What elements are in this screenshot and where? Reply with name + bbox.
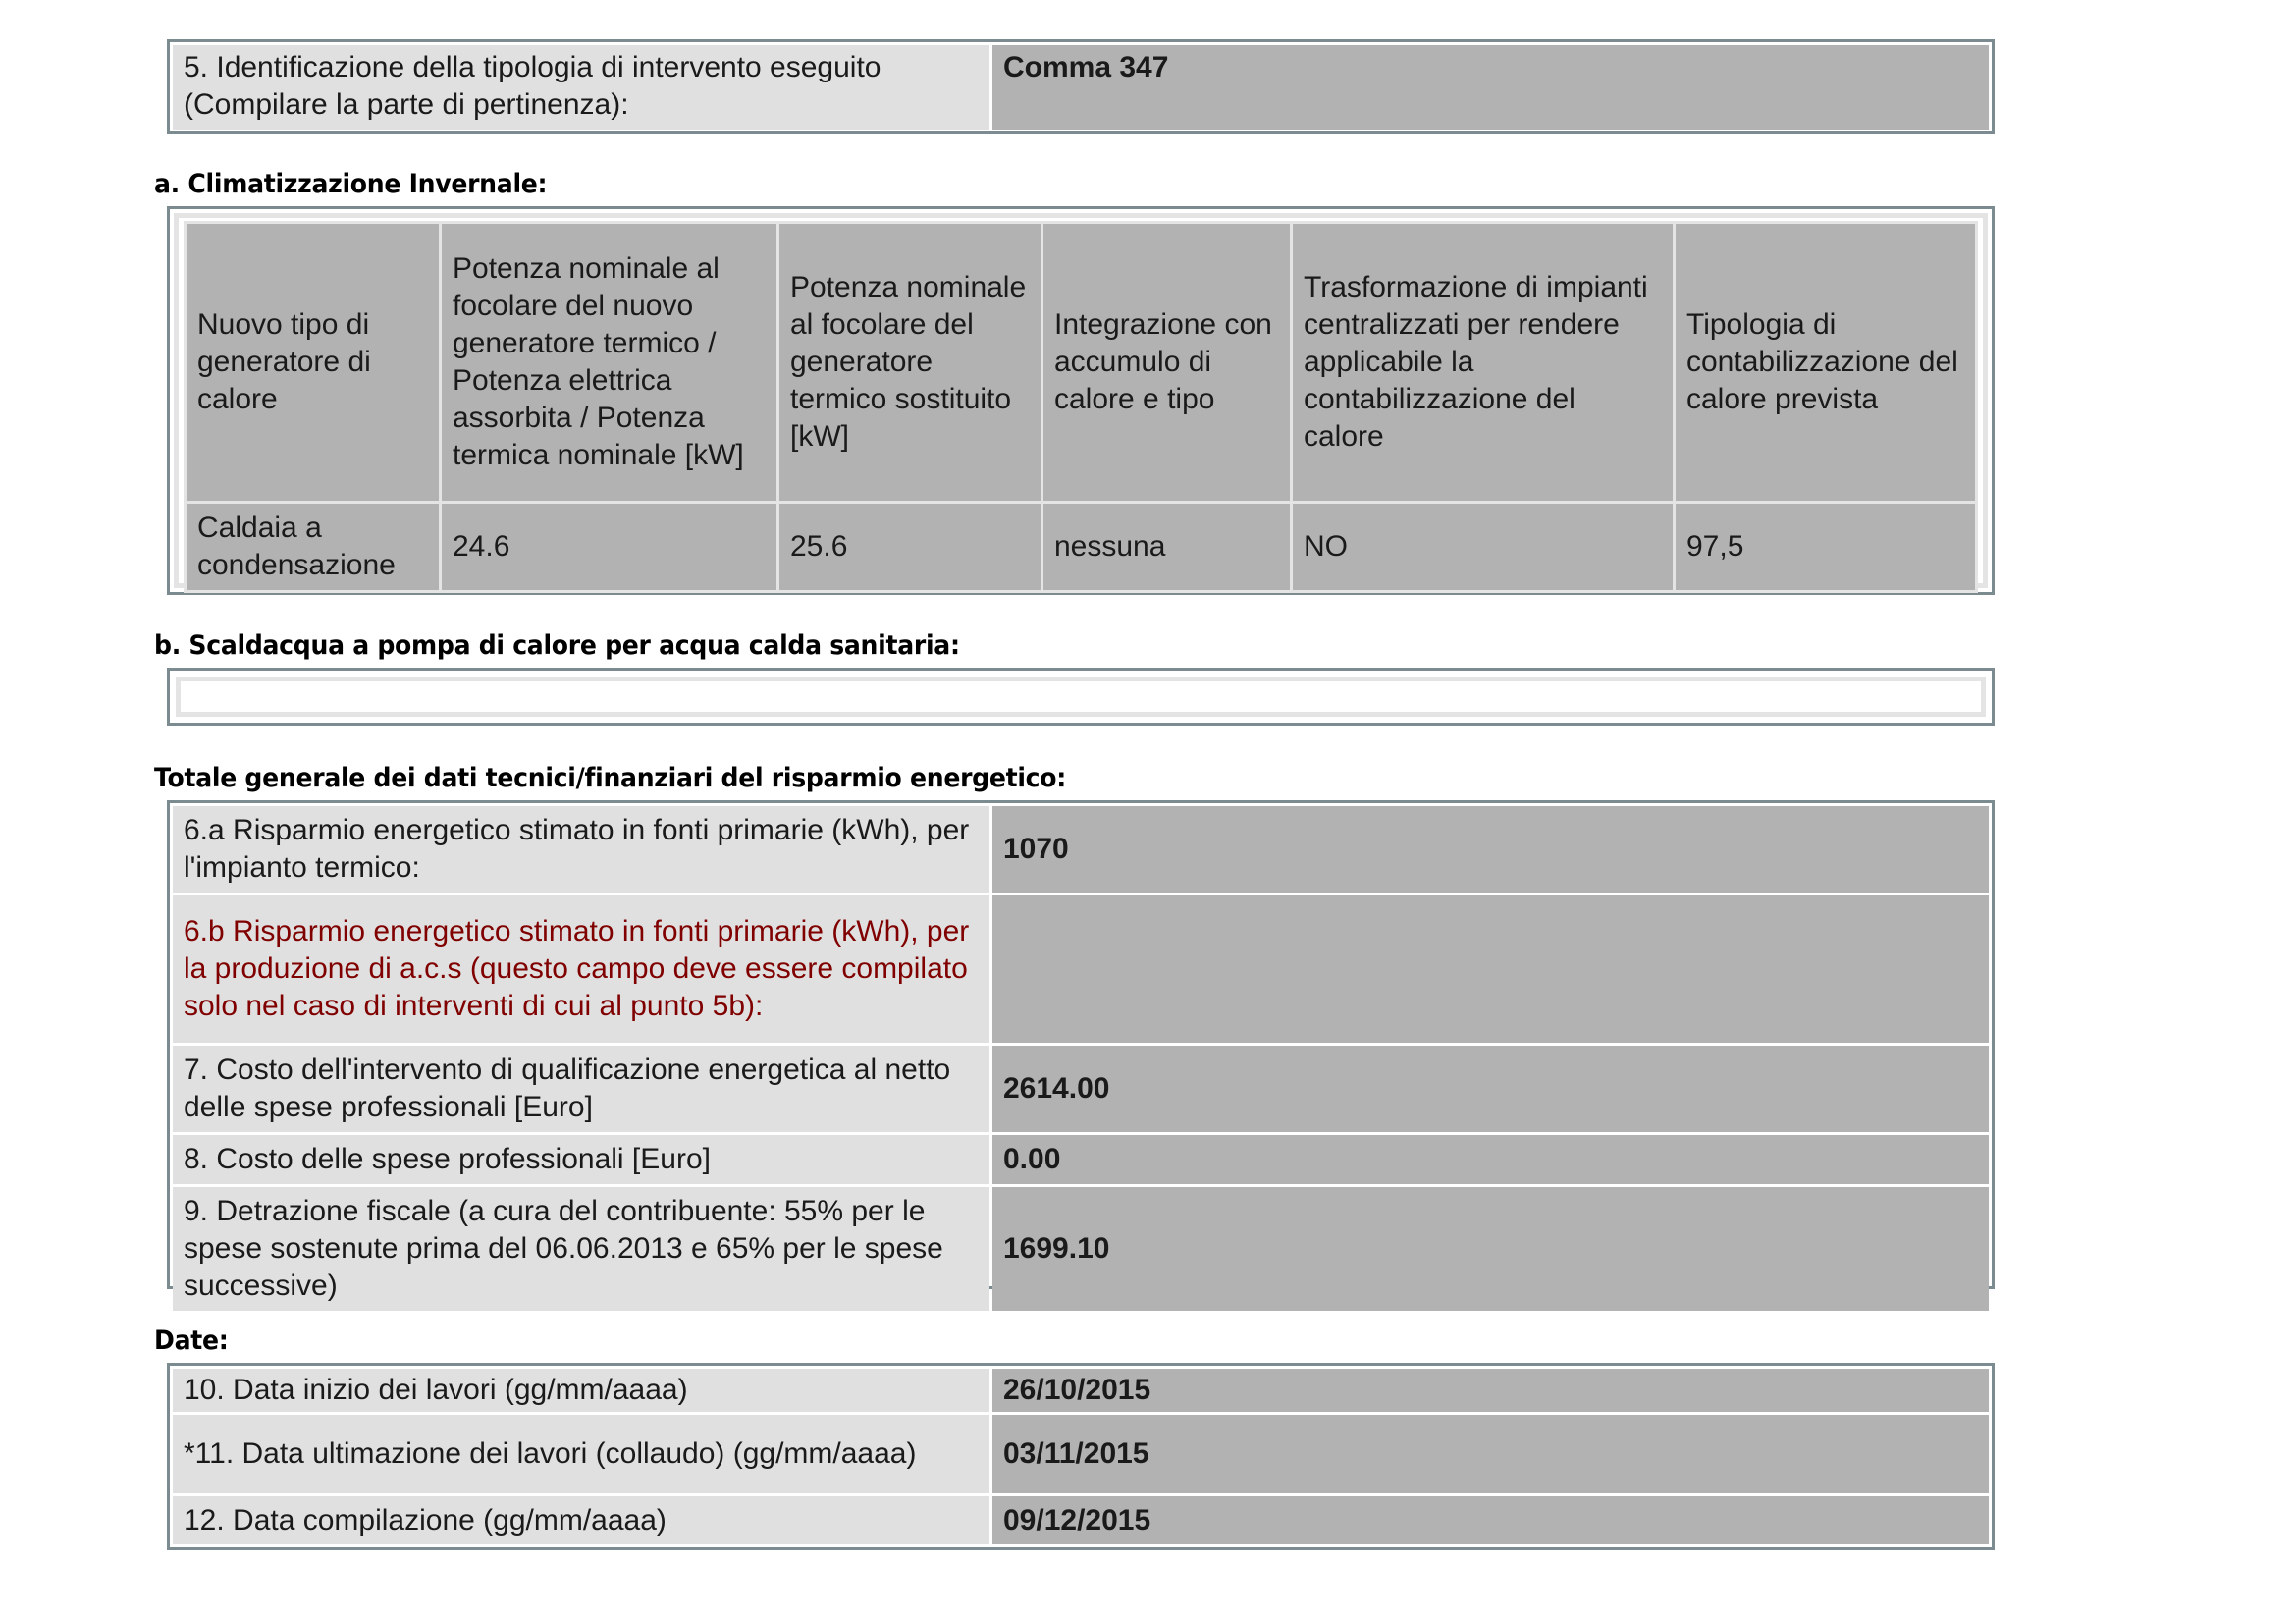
totals-label: 8. Costo delle spese professionali [Euro] (173, 1135, 989, 1184)
section-b-empty-field (176, 677, 1986, 717)
climatizzazione-data-row (187, 504, 1975, 590)
totals-label: 9. Detrazione fiscale (a cura del contribuente: 55% per le spese sostenute prima del 06.06.2013 e 65% per le spese successive) (173, 1187, 989, 1311)
data-cell: 97,5 (1676, 504, 1975, 590)
climatizzazione-table (184, 221, 1978, 593)
dates-row (173, 1369, 1989, 1412)
dates-value: 03/11/2015 (992, 1415, 1989, 1493)
section5-row (173, 45, 1989, 130)
section5-label-text: 5. Identificazione della tipologia di intervento eseguito (Compilare la parte di pertinenza): (184, 51, 881, 121)
dates-label: 10. Data inizio dei lavori (gg/mm/aaaa) (173, 1369, 989, 1412)
data-cell: 24.6 (442, 504, 776, 590)
header-cell: Integrazione con accumulo di calore e tipo (1043, 224, 1290, 501)
climatizzazione-header-row (187, 224, 1975, 501)
section5-label (173, 45, 989, 130)
dates-table (170, 1366, 1992, 1547)
totals-row (173, 806, 1989, 893)
totals-row (173, 1046, 1989, 1132)
dates-row (173, 1496, 1989, 1544)
data-cell: Caldaia a condensazione (187, 504, 439, 590)
totals-value: 1699.10 (992, 1187, 1989, 1311)
totals-value (992, 895, 1989, 1043)
totals-label-warning: 6.b Risparmio energetico stimato in fonti primarie (kWh), per la produzione di a.c.s (questo campo deve essere compilato solo nel caso di interventi di cui al punto 5b): (173, 895, 989, 1043)
totals-value: 1070 (992, 806, 1989, 893)
dates-label: *11. Data ultimazione dei lavori (collaudo) (gg/mm/aaaa) (173, 1415, 989, 1493)
totals-title: Totale generale dei dati tecnici/finanziari del risparmio energetico: (154, 763, 1067, 793)
totals-value: 2614.00 (992, 1046, 1989, 1132)
totals-label: 7. Costo dell'intervento di qualificazione energetica al netto delle spese professionali [Euro] (173, 1046, 989, 1132)
dates-title: Date: (154, 1326, 229, 1356)
section-b-box (167, 668, 1995, 726)
section-a-title: a. Climatizzazione Invernale: (154, 169, 548, 199)
totals-row (173, 895, 1989, 1043)
header-cell: Nuovo tipo di generatore di calore (187, 224, 439, 501)
section-b-title: b. Scaldacqua a pompa di calore per acqua calda sanitaria: (154, 630, 960, 661)
section-a-box (167, 206, 1995, 595)
dates-row (173, 1415, 1989, 1493)
dates-value: 26/10/2015 (992, 1369, 1989, 1412)
header-cell: Potenza nominale al focolare del generatore termico sostituito [kW] (779, 224, 1041, 501)
totals-row (173, 1135, 1989, 1184)
totals-box (167, 800, 1995, 1302)
section5-value: Comma 347 (992, 45, 1989, 130)
totals-row (173, 1187, 1989, 1311)
totals-label: 6.a Risparmio energetico stimato in fonti primarie (kWh), per l'impianto termico: (173, 806, 989, 893)
header-cell: Tipologia di contabilizzazione del calore prevista (1676, 224, 1975, 501)
dates-value: 09/12/2015 (992, 1496, 1989, 1544)
totals-value: 0.00 (992, 1135, 1989, 1184)
section5-box (167, 39, 1995, 134)
section5-table (170, 42, 1992, 133)
data-cell: 25.6 (779, 504, 1041, 590)
header-cell: Potenza nominale al focolare del nuovo generatore termico / Potenza elettrica assorbita / Potenza termica nominale [kW] (442, 224, 776, 501)
header-cell: Trasformazione di impianti centralizzati per rendere applicabile la contabilizzazione del calore (1293, 224, 1673, 501)
data-cell: nessuna (1043, 504, 1290, 590)
data-cell: NO (1293, 504, 1673, 590)
dates-label: 12. Data compilazione (gg/mm/aaaa) (173, 1496, 989, 1544)
dates-box (167, 1363, 1995, 1550)
totals-table (170, 803, 1992, 1314)
